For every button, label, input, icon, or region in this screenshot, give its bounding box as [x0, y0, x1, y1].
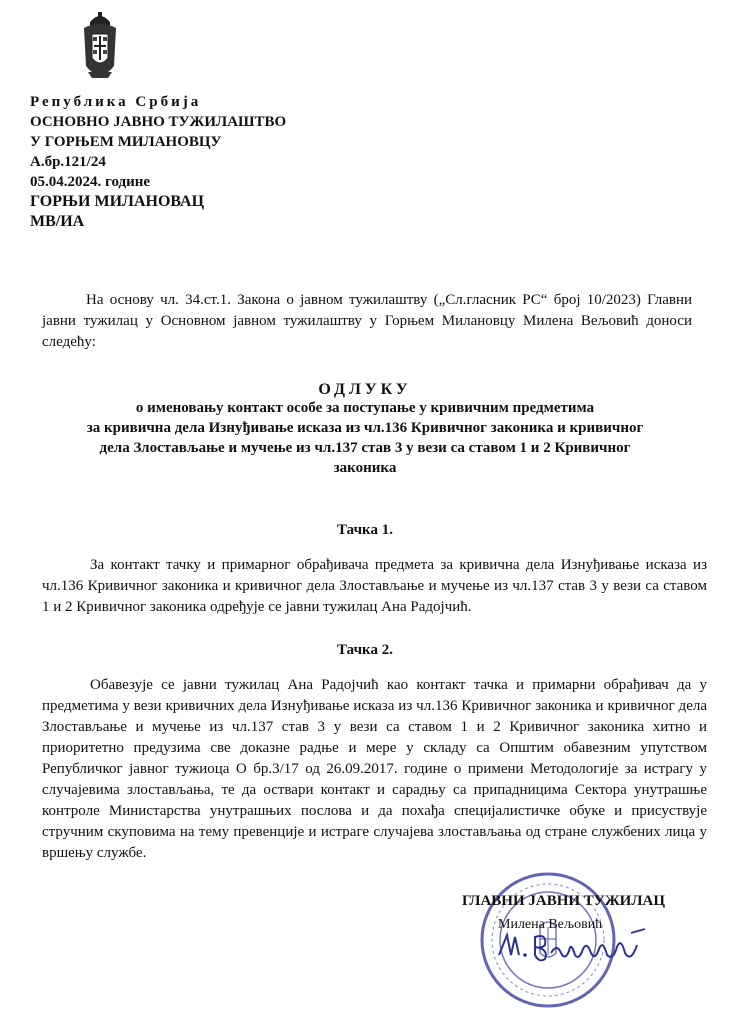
decision-subject-line: о именовању контакт особе за поступање у кривичним предметима [135, 400, 595, 416]
document-date: 05.04.2024. године [30, 174, 151, 190]
point1-text: За контакт тачку и примарног обрађивача предмета за кривична дела Изнуђивање исказа из чл.136 Кривичног законика и кривичног дела Злостављање и мучење из чл.137 став 3 у вези са ставом 1 и 2 Кривичног законика одређује се јавни тужилац Ана Радојчић. [42, 557, 707, 615]
office-name-line1: ОСНОВНО ЈАВНО ТУЖИЛАШТВО [30, 114, 287, 130]
handwritten-signature [495, 925, 655, 970]
document-city: ГОРЊИ МИЛАНОВАЦ [30, 193, 205, 210]
decision-title: ОДЛУКУ [318, 381, 412, 398]
decision-subject-line: за кривична дела Изнуђивање исказа из чл.136 Кривичног законика и кривичног [86, 420, 644, 436]
decision-subject-line: законика [333, 460, 397, 476]
document-header [30, 92, 286, 232]
office-name-line2: У ГОРЊЕМ МИЛАНОВЦУ [30, 134, 222, 150]
point2-heading: Тачка 2. [337, 642, 393, 658]
point1-heading: Тачка 1. [337, 522, 393, 538]
coat-of-arms-emblem [80, 10, 120, 90]
point2-text: Обавезује се јавни тужилац Ана Радојчић као контакт тачка и примарни обрађивач да у предметима у вези кривичних дела Изнуђивање исказа из чл.136 Кривичног законика и кривичног дела Злостављање и мучење из чл.137 став 3 у вези са ставом 1 и 2 Кривичног законика хитно и приоритетно предузима све доказне радње и мере у складу са Општим обавезним упутством Републичког јавног тужиоца О бр.3/17 од 26.09.2017. године о примени Методологије за истрагу у случајевима злостављања, те да оствари контакт и сарадњу са припадницима Сектора унутрашње контроле Министарства унутрашњих послова и да похађа специјалистичке обуке и присуствује стручним скуповима на тему превенције и истраге случајева злостављања од стране службених лица у вршењу службе. [42, 677, 707, 861]
decision-subject [40, 398, 690, 478]
author-initials: МВ/ИА [30, 213, 85, 230]
signatory-name: Милена Вељовић [498, 917, 603, 932]
republic-label: Република Србија [30, 94, 202, 110]
decision-subject-line: дела Злостављање и мучење из чл.137 став 3 у вези са ставом 1 и 2 Кривичног [99, 440, 631, 456]
signatory-title: ГЛАВНИ ЈАВНИ ТУЖИЛАЦ [462, 893, 665, 909]
case-number: А.бр.121/24 [30, 154, 106, 170]
intro-paragraph: На основу чл. 34.ст.1. Закона о јавном тужилаштву („Сл.гласник РС“ број 10/2023) Главни јавни тужилац у Основном јавном тужилаштву у Горњем Милановцу Милена Вељовић доноси следећу: [42, 292, 692, 350]
